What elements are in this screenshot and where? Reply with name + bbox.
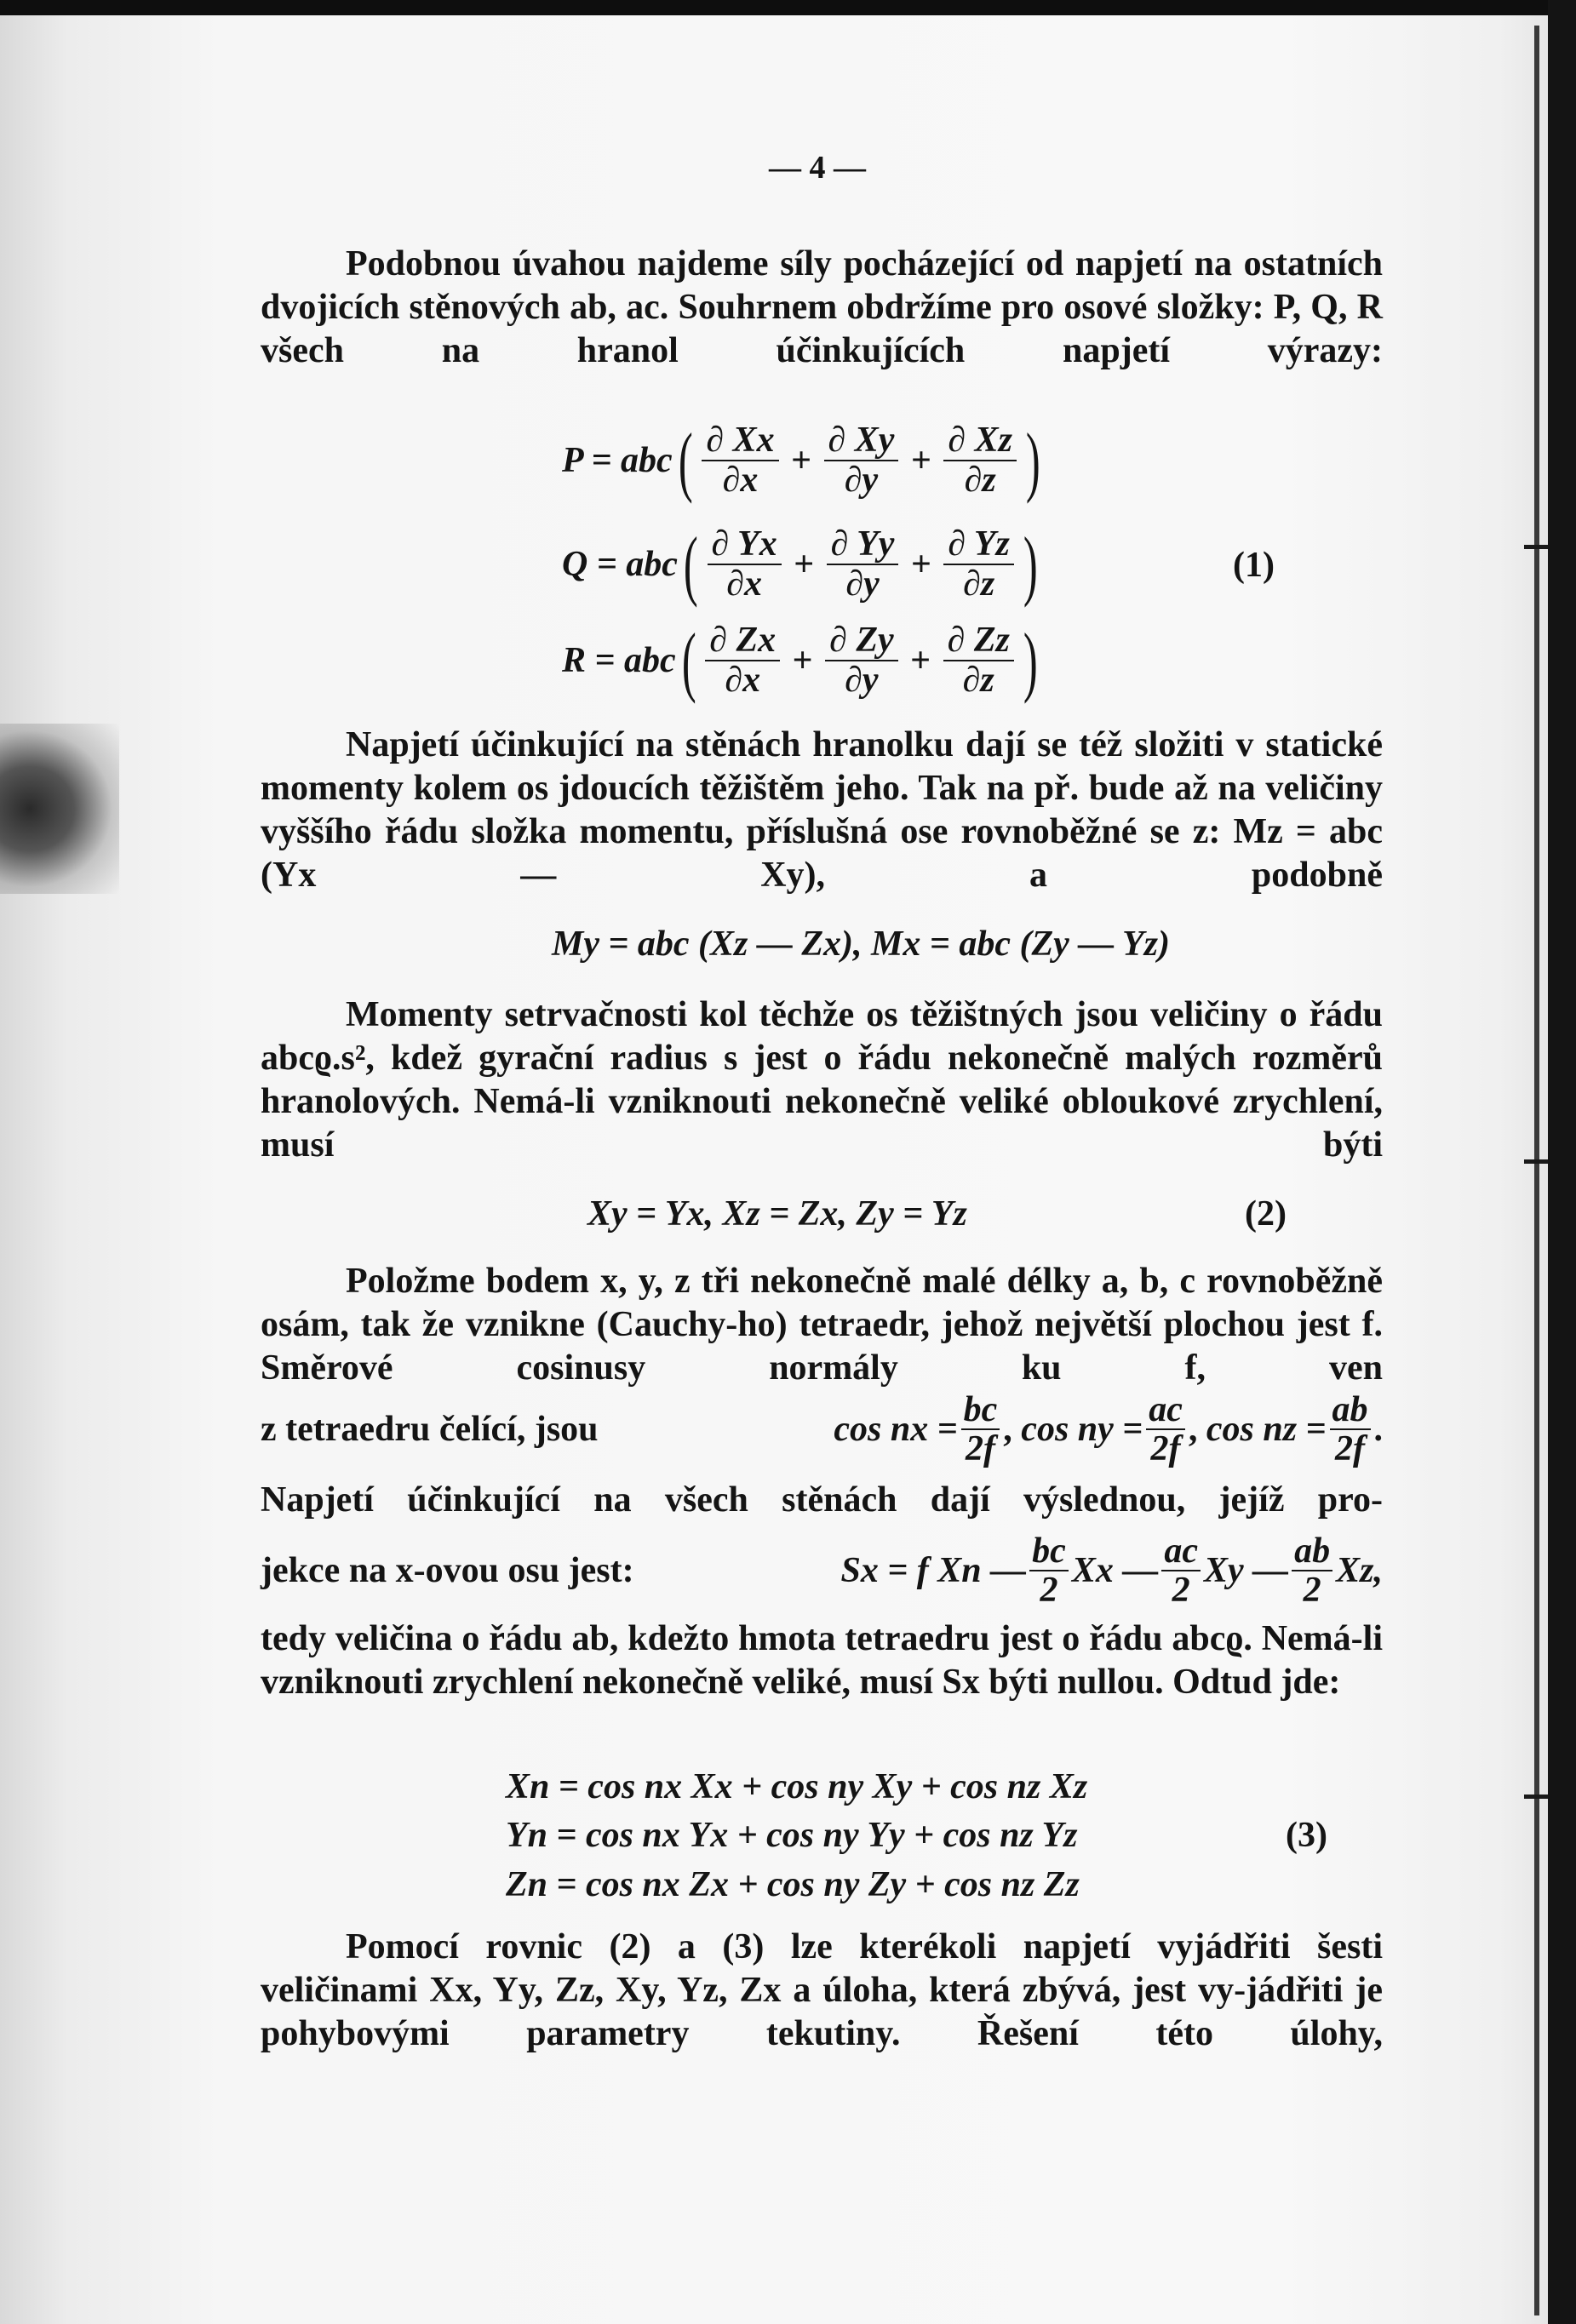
page-right-edge bbox=[1548, 0, 1576, 2324]
equation-moments: My = abc (Xz — Zx), Mx = abc (Zy — Yz) bbox=[552, 924, 1170, 964]
equation-label-1: (1) bbox=[1233, 546, 1275, 585]
paragraph-4-end: tedy veličina o řádu ab, kdežto hmota tetraedru jest o řádu abcϱ. Nemá-li vzniknouti zrychlení nekonečně veliké, musí Sx býti nullou. Odtud jde: bbox=[261, 1619, 1383, 1702]
page-number: — 4 — bbox=[769, 150, 866, 186]
equation-3-row-2: Yn = cos nx Yx + cos ny Yy + cos nz Yz bbox=[506, 1816, 1078, 1855]
paragraph-3: Momenty setrvačnosti kol těchže os těžištných jsou veličiny o řádu abcϱ.s², kdež gyrační radius s jest o řádu nekonečně malých rozměrů hranolových. Nemá-li vzniknouti nekonečně veliké obloukové zrychlení, musí býti bbox=[261, 995, 1383, 1165]
equation-row-q: Q = abc ( $\frac{\partial Yx}{\partial x}$ + $\frac{\partial Yy}{\partial y}$ + $\frac{\partial Yz}{\partial z}$ ) bbox=[562, 521, 1038, 609]
paragraph-2: Napjetí účinkující na stěnách hranolku dají se též složiti v statické momenty kolem os jdoucích těžištěm jeho. Tak na př. bude až na veličiny vyššího řádu složka momentu, příslušná ose rovnoběžné se z: Mz = abc (Yx — Xy), a podobně bbox=[261, 725, 1383, 895]
equation-2: Xy = Yx, Xz = Zx, Zy = Yz bbox=[587, 1194, 967, 1234]
cosines-line: z tetraedru čelící, jsou cos nx = $\frac{bc}{2f}$ , cos ny = $\frac{ac}{2f}$ , cos nz = $\frac{ab}{2f}$ . bbox=[261, 1390, 1383, 1469]
equation-label-2: (2) bbox=[1245, 1194, 1287, 1234]
projection-line: jekce na x-ovou osu jest: Sx = f Xn — $\frac{bc}{2}$ Xx — $\frac{ac}{2}$ Xy — $\frac{ab}{2}$ Xz, bbox=[261, 1531, 1383, 1611]
page-top-edge bbox=[0, 0, 1576, 15]
paragraph-4: Položme bodem x, y, z tři nekonečně malé délky a, b, c rovnoběžně osám, tak že vznikne (Cauchy-ho) tetraedr, jehož největší plochou jest f. Směrové cosinusy normály ku f, ven bbox=[261, 1262, 1383, 1388]
edge-mark bbox=[1524, 1795, 1548, 1799]
equation-row-r: R = abc ( $\frac{\partial Zx}{\partial x}$ + $\frac{\partial Zy}{\partial y}$ + $\frac{\partial Zz}{\partial z}$ ) bbox=[562, 617, 1038, 705]
binding-rule bbox=[1534, 26, 1539, 2315]
equation-3-row-3: Zn = cos nx Zx + cos ny Zy + cos nz Zz bbox=[506, 1865, 1080, 1904]
edge-mark bbox=[1524, 545, 1548, 549]
paragraph-1: Podobnou úvahou najdeme síly pocházející od napjetí na ostatních dvojicích stěnových ab, ac. Souhrnem obdržíme pro osové složky: P, Q, R všech na hranol účinkujících napjetí výrazy: bbox=[261, 244, 1383, 370]
edge-mark bbox=[1524, 1159, 1548, 1164]
paragraph-4-continued: Napjetí účinkující na všech stěnách dají výslednou, jejíž pro- bbox=[261, 1480, 1383, 1520]
thumb-smudge bbox=[0, 724, 119, 894]
equation-3-row-1: Xn = cos nx Xx + cos ny Xy + cos nz Xz bbox=[506, 1767, 1088, 1806]
equation-row-p: P = abc ( $\frac{\partial Xx}{\partial x}$ + $\frac{\partial Xy}{\partial y}$ + $\frac{\partial Xz}{\partial z}$ ) bbox=[562, 417, 1040, 505]
paragraph-5: Pomocí rovnic (2) a (3) lze kterékoli napjetí vyjádřiti šesti veličinami Xx, Yy, Zz, Xy, Yz, Zx a úloha, která zbývá, jest vy-jádřiti je pohybovými parametry tekutiny. Řešení této úlohy, bbox=[261, 1927, 1383, 2053]
equation-label-3: (3) bbox=[1286, 1816, 1327, 1855]
